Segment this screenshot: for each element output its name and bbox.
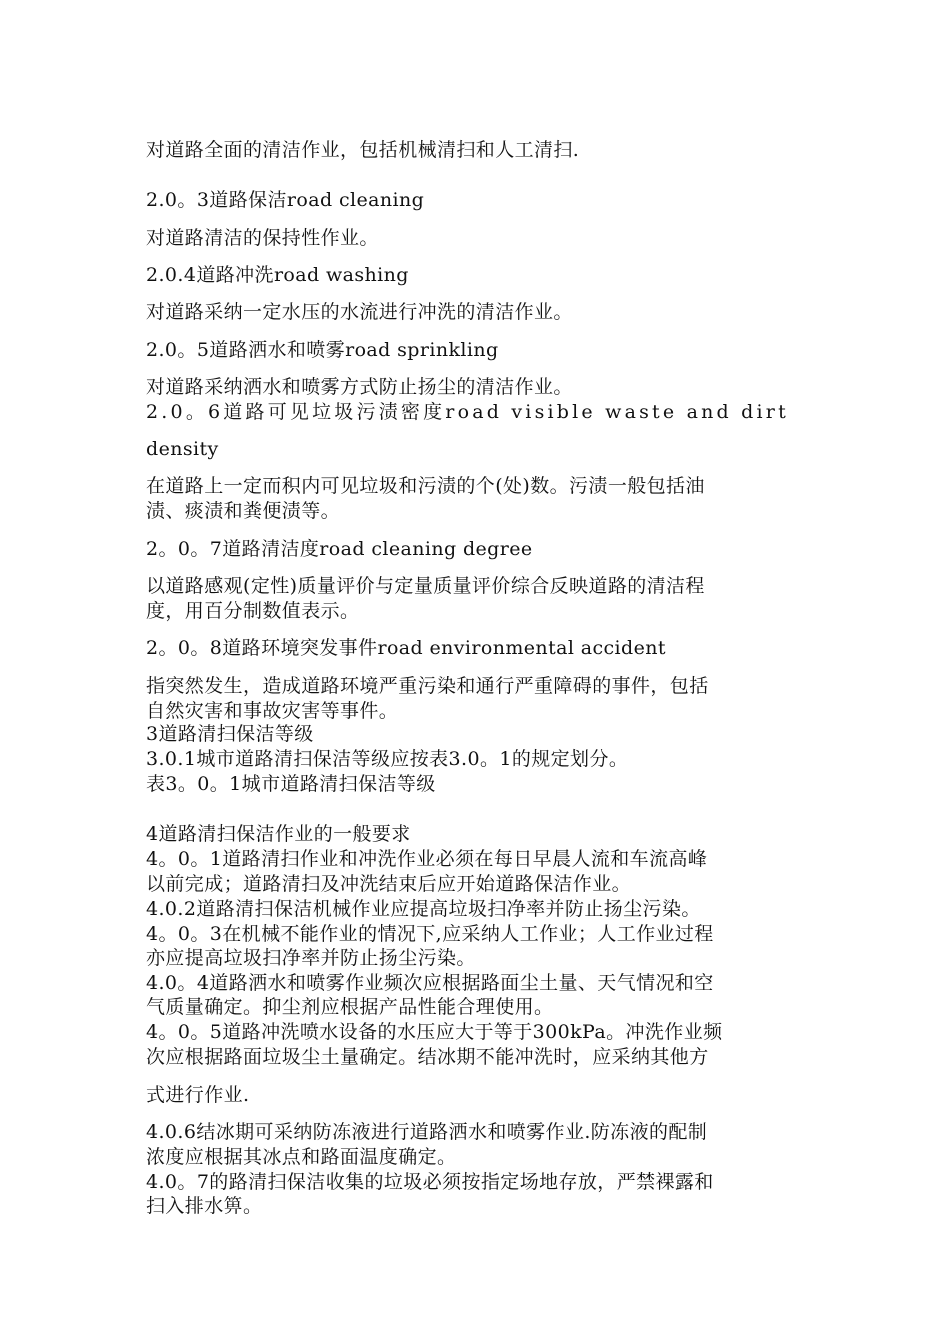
text-line: 4.0。4道路洒水和喷雾作业频次应根据路面尘土量、天气情况和空	[146, 972, 714, 994]
text-line: 4。0。1道路清扫作业和冲洗作业必须在每日早晨人流和车流高峰	[146, 848, 708, 870]
text-line: 对道路采纳一定水压的水流进行冲洗的清洁作业。	[146, 301, 573, 323]
text-line: 指突然发生，造成道路环境严重污染和通行严重障碍的事件，包括	[146, 675, 709, 697]
chapter-heading: 4道路清扫保洁作业的一般要求	[146, 823, 411, 845]
section-heading: 2.0。5道路洒水和喷雾road sprinkling	[146, 339, 499, 361]
section-heading: 2.0.4道路冲洗road washing	[146, 264, 409, 286]
text-line: 度，用百分制数值表示。	[146, 600, 360, 622]
text-line: 对道路采纳洒水和喷雾方式防止扬尘的清洁作业。	[146, 376, 573, 398]
text-line: 4.0。7的路清扫保洁收集的垃圾必须按指定场地存放，严禁裸露和	[146, 1171, 714, 1193]
text-line: 次应根据路面垃圾尘土量确定。结冰期不能冲洗时，应采纳其他方	[146, 1046, 709, 1068]
text-line: 浓度应根据其冰点和路面温度确定。	[146, 1146, 457, 1168]
section-heading: 2.0。3道路保洁road cleaning	[146, 189, 425, 211]
text-line: 3.0.1城市道路清扫保洁等级应按表3.0。1的规定划分。	[146, 748, 629, 770]
text-line: 自然灾害和事故灾害等事件。	[146, 700, 399, 722]
text-line: 扫入排水箅。	[146, 1195, 263, 1217]
text-line: 式进行作业.	[146, 1084, 250, 1106]
section-heading: 2。0。8道路环境突发事件road environmental accident	[146, 637, 666, 659]
text-line: 4。0。3在机械不能作业的情况下,应采纳人工作业；人工作业过程	[146, 923, 714, 945]
chapter-heading: 3道路清扫保洁等级	[146, 723, 314, 745]
text-line: density	[146, 438, 219, 460]
text-line: 气质量确定。抑尘剂应根据产品性能合理使用。	[146, 996, 554, 1018]
text-line: 以前完成；道路清扫及冲洗结束后应开始道路保洁作业。	[146, 873, 632, 895]
text-line: 4。0。5道路冲洗喷水设备的水压应大于等于300kPa。冲洗作业频	[146, 1021, 723, 1043]
text-line: 渍、痰渍和粪便渍等。	[146, 500, 341, 522]
text-line: 以道路感观(定性)质量评价与定量质量评价综合反映道路的清洁程	[146, 575, 705, 597]
section-heading: 2.0。6道路可见垃圾污渍密度road visible waste and dirt	[146, 401, 789, 423]
table-caption: 表3。0。1城市道路清扫保洁等级	[146, 773, 436, 795]
section-heading: 2。0。7道路清洁度road cleaning degree	[146, 538, 533, 560]
text-line: 在道路上一定而积内可见垃圾和污渍的个(处)数。污渍一般包括油	[146, 475, 705, 497]
text-line: 4.0.2道路清扫保洁机械作业应提高垃圾扫净率并防止扬尘污染。	[146, 898, 701, 920]
text-line: 亦应提高垃圾扫净率并防止扬尘污染。	[146, 947, 476, 969]
text-line: 对道路全面的清洁作业，包括机械清扫和人工清扫.	[146, 139, 580, 161]
text-line: 4.0.6结冰期可采纳防冻液进行道路洒水和喷雾作业.防冻液的配制	[146, 1121, 708, 1143]
text-line: 对道路清洁的保持性作业。	[146, 227, 379, 249]
